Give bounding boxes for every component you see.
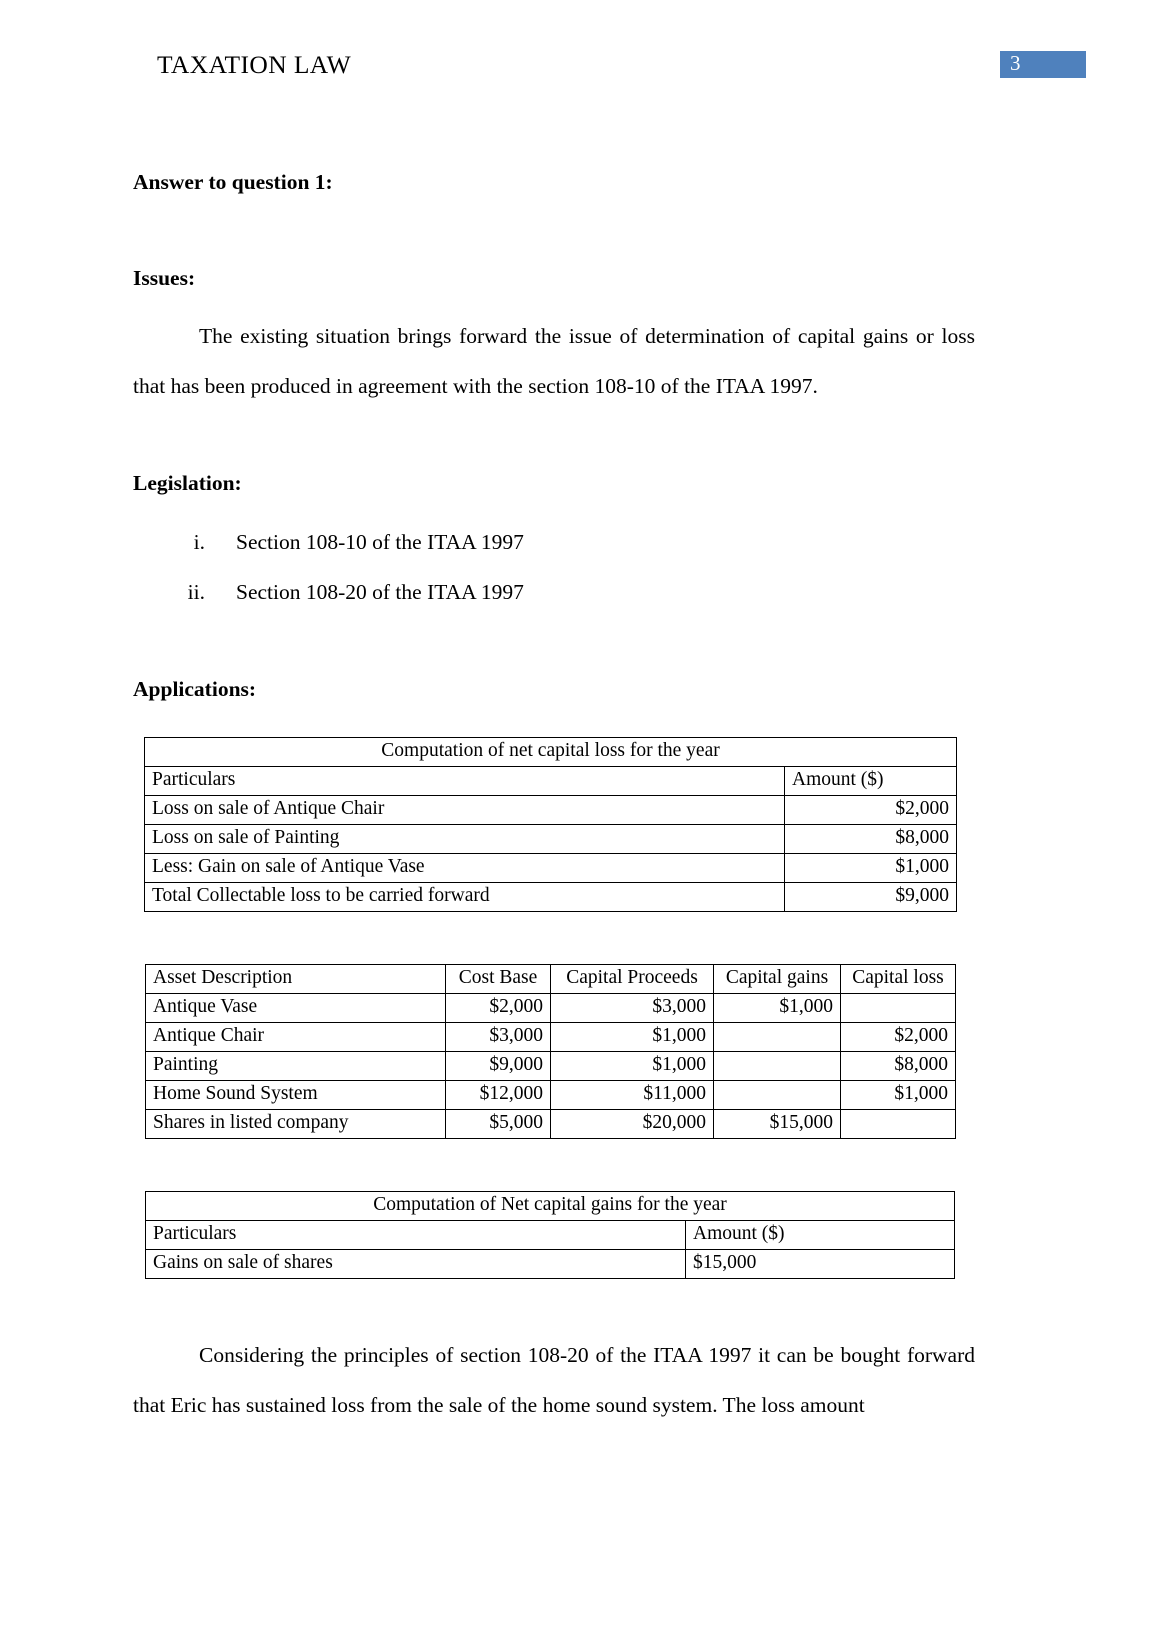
- table-row: [145, 825, 957, 854]
- column-header-capital-gains: Capital gains: [714, 965, 841, 994]
- cell-capital-loss: [841, 994, 956, 1023]
- net-capital-loss-table: [144, 737, 957, 912]
- cell-cost-base: $9,000: [446, 1052, 551, 1081]
- column-header-capital-loss: Capital loss: [841, 965, 956, 994]
- spacer: [133, 194, 975, 268]
- cell-asset-description: Painting: [146, 1052, 446, 1081]
- table-header-row: [146, 965, 956, 994]
- cell-capital-gains: [714, 1081, 841, 1110]
- net-capital-loss-table-wrapper: [144, 737, 957, 912]
- page-number-badge: [1000, 51, 1086, 78]
- column-header-capital-proceeds: Capital Proceeds: [551, 965, 714, 994]
- closing-paragraph: Considering the principles of section 108-20 of the ITAA 1997 it can be bought forward that Eric has sustained loss from the sale of the home sound system. The loss amount: [133, 1343, 975, 1417]
- column-header-amount: Amount ($): [686, 1221, 955, 1250]
- cell-capital-proceeds: $1,000: [551, 1052, 714, 1081]
- page-number-value: 3: [1010, 51, 1021, 75]
- cell-capital-gains: [714, 1052, 841, 1081]
- cell-capital-gains: $1,000: [714, 994, 841, 1023]
- list-item-number: i.: [193, 529, 205, 554]
- cell-capital-loss: $1,000: [841, 1081, 956, 1110]
- list-item-number: ii.: [187, 579, 205, 604]
- cell-particulars: Less: Gain on sale of Antique Vase: [145, 854, 785, 883]
- cell-capital-gains: [714, 1023, 841, 1052]
- table-row: [145, 854, 957, 883]
- spacer: [133, 411, 975, 473]
- table-row: [146, 994, 956, 1023]
- list-item-label: Section 108-20 of the ITAA 1997: [236, 579, 524, 604]
- column-header-particulars: Particulars: [145, 767, 785, 796]
- list-item: [133, 517, 975, 567]
- column-header-particulars: Particulars: [146, 1221, 686, 1250]
- issues-heading: Issues:: [133, 265, 196, 290]
- cell-capital-proceeds: $20,000: [551, 1110, 714, 1139]
- cell-particulars: Loss on sale of Antique Chair: [145, 796, 785, 825]
- cell-amount: $15,000: [686, 1250, 955, 1279]
- cell-amount: $2,000: [785, 796, 957, 825]
- legislation-list: [133, 517, 975, 617]
- applications-heading: Applications:: [133, 676, 257, 701]
- cell-asset-description: Antique Chair: [146, 1023, 446, 1052]
- header-title: TAXATION LAW: [157, 50, 352, 79]
- cell-capital-gains: $15,000: [714, 1110, 841, 1139]
- table-row: [145, 796, 957, 825]
- table-row: [146, 1052, 956, 1081]
- list-item: [133, 567, 975, 617]
- column-header-asset-description: Asset Description: [146, 965, 446, 994]
- cell-amount: $1,000: [785, 854, 957, 883]
- table-caption-row: [145, 738, 957, 767]
- list-item-label: Section 108-10 of the ITAA 1997: [236, 529, 524, 554]
- cell-capital-proceeds: $1,000: [551, 1023, 714, 1052]
- cell-cost-base: $5,000: [446, 1110, 551, 1139]
- cell-cost-base: $12,000: [446, 1081, 551, 1110]
- cell-particulars: Loss on sale of Painting: [145, 825, 785, 854]
- table-row: [146, 1250, 955, 1279]
- cell-asset-description: Home Sound System: [146, 1081, 446, 1110]
- cell-particulars: Gains on sale of shares: [146, 1250, 686, 1279]
- assets-table: [145, 964, 956, 1139]
- cell-capital-proceeds: $11,000: [551, 1081, 714, 1110]
- cell-particulars: Total Collectable loss to be carried forward: [145, 883, 785, 912]
- net-capital-gains-table-wrapper: [145, 1191, 955, 1279]
- cell-asset-description: Antique Vase: [146, 994, 446, 1023]
- table-header-row: [145, 767, 957, 796]
- answer-heading: Answer to question 1:: [133, 170, 333, 194]
- document-body: [133, 172, 975, 700]
- net-capital-gains-table: [145, 1191, 955, 1279]
- cell-amount: $8,000: [785, 825, 957, 854]
- column-header-cost-base: Cost Base: [446, 965, 551, 994]
- page-header: [0, 50, 1158, 90]
- cell-cost-base: $2,000: [446, 994, 551, 1023]
- column-header-amount: Amount ($): [785, 767, 957, 796]
- table-header-row: [146, 1221, 955, 1250]
- cell-capital-loss: $8,000: [841, 1052, 956, 1081]
- table-row: [146, 1023, 956, 1052]
- cell-amount: $9,000: [785, 883, 957, 912]
- closing-section: [133, 1330, 975, 1430]
- table-caption: Computation of net capital loss for the year: [145, 738, 957, 767]
- cell-capital-loss: $2,000: [841, 1023, 956, 1052]
- spacer: [133, 289, 975, 311]
- legislation-heading: Legislation:: [133, 471, 242, 495]
- cell-capital-proceeds: $3,000: [551, 994, 714, 1023]
- issues-paragraph: The existing situation brings forward the issue of determination of capital gains or loss that has been produced in agreement with the section 108-10 of the ITAA 1997.: [133, 324, 975, 398]
- cell-asset-description: Shares in listed company: [146, 1110, 446, 1139]
- table-caption: Computation of Net capital gains for the year: [146, 1192, 955, 1221]
- table-row: [146, 1110, 956, 1139]
- table-row: [146, 1081, 956, 1110]
- spacer: [133, 617, 975, 679]
- table-row: [145, 883, 957, 912]
- cell-capital-loss: [841, 1110, 956, 1139]
- assets-table-wrapper: [145, 964, 956, 1139]
- cell-cost-base: $3,000: [446, 1023, 551, 1052]
- spacer: [133, 495, 975, 517]
- table-caption-row: [146, 1192, 955, 1221]
